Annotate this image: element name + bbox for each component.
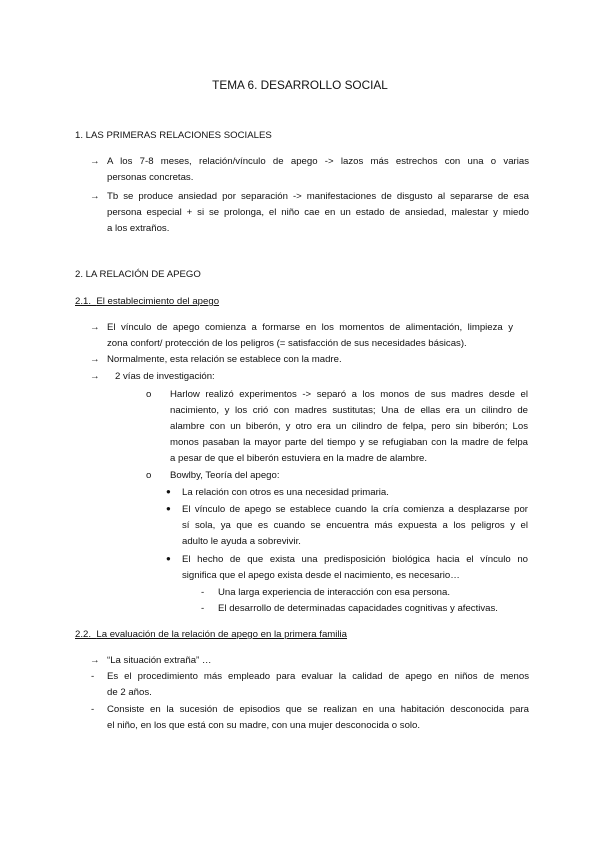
circle-bullet-icon: o — [146, 470, 152, 481]
arrow-icon: → — [90, 655, 100, 666]
dot-bullet-icon: ● — [166, 504, 171, 513]
bowlby-heading: Bowlby, Teoría del apego: — [170, 470, 280, 481]
harlow-line-5: a pesar de que el biberón estuviera en la madre de alambre. — [170, 453, 428, 464]
bowlby-item-3-line-1: El hecho de que exista una predisposición biológica hacia el vínculo no — [182, 554, 528, 565]
s1-bullet-2-line-1: Tb se produce ansiedad por separación -> manifestaciones de disgusto al separarse de esa — [107, 191, 529, 202]
s2-2-item-2-line-1: Consiste en la sucesión de episodios que se realizan en una habitación desconocida para — [107, 704, 529, 715]
s2-2-item-1-line-2: de 2 años. — [107, 687, 152, 698]
harlow-line-2: nacimiento, y los crió con madres sustitutas; Una de ellas era un cilindro de — [170, 405, 528, 416]
s1-bullet-1-line-1: A los 7-8 meses, relación/vínculo de apego -> lazos más estrechos con una o varias — [107, 156, 529, 167]
s1-bullet-1-line-2: personas concretas. — [107, 172, 194, 183]
arrow-icon: → — [90, 156, 100, 167]
bowlby-item-2-line-2: sí sola, ya que es cuando se encuentra más expuesta a los peligros y el — [182, 520, 528, 531]
s2-bullet-3: 2 vías de investigación: — [115, 371, 215, 382]
subsection-2-1-number: 2.1. — [75, 296, 92, 307]
circle-bullet-icon: o — [146, 389, 152, 400]
subsection-2-2-number: 2.2. — [75, 629, 92, 640]
s2-bullet-1-line-1: El vínculo de apego comienza a formarse en los momentos de alimentación, limpieza y — [107, 322, 513, 333]
s1-bullet-2-line-3: a los extraños. — [107, 223, 170, 234]
necessary-item-2: El desarrollo de determinadas capacidades cognitivas y afectivas. — [218, 603, 498, 614]
s2-bullet-1-line-2: zona confort/ protección de los peligros (= satisfacción de sus necesidades básicas). — [107, 338, 467, 349]
subsection-2-1-label: El establecimiento del apego — [96, 296, 220, 307]
subsection-2-2-label: La evaluación de la relación de apego en la primera familia — [96, 629, 348, 640]
dash-bullet-icon: - — [201, 603, 205, 614]
page-title: TEMA 6. DESARROLLO SOCIAL — [212, 78, 388, 92]
s2-2-item-2-line-2: el niño, en los que está con su madre, con una mujer desconocida o solo. — [107, 720, 421, 731]
section-1-heading: 1. LAS PRIMERAS RELACIONES SOCIALES — [75, 130, 272, 141]
harlow-line-1: Harlow realizó experimentos -> separó a los monos de sus madres desde el — [170, 389, 528, 400]
dash-bullet-icon: - — [91, 671, 95, 682]
arrow-icon: → — [90, 371, 100, 382]
s1-bullet-2-line-2: persona especial + si se prolonga, el niño cae en un estado de ansiedad, malestar y miedo — [107, 207, 529, 218]
arrow-icon: → — [90, 191, 100, 202]
bowlby-item-3-line-2: significa que el apego exista desde el nacimiento, es necesario… — [182, 570, 460, 581]
arrow-icon: → — [90, 354, 100, 365]
subsection-2-1-heading — [75, 297, 219, 307]
s2-2-item-1-line-1: Es el procedimiento más empleado para evaluar la calidad de apego en niños de menos — [107, 671, 529, 682]
bowlby-item-1: La relación con otros es una necesidad primaria. — [182, 487, 389, 498]
harlow-line-3: alambre con un biberón, y otro era un cilindro de felpa, pero sin biberón; Los — [170, 421, 528, 432]
subsection-2-2-heading — [75, 630, 347, 640]
dash-bullet-icon: - — [91, 704, 95, 715]
harlow-line-4: monos pasaban la mayor parte del tiempo y se refugiaban con la madre de felpa — [170, 437, 528, 448]
section-2-heading: 2. LA RELACIÓN DE APEGO — [75, 269, 201, 280]
arrow-icon: → — [90, 322, 100, 333]
dot-bullet-icon: ● — [166, 554, 171, 563]
strange-situation-title: “La situación extraña” … — [107, 655, 212, 666]
s2-bullet-2: Normalmente, esta relación se establece con la madre. — [107, 354, 342, 365]
dot-bullet-icon: ● — [166, 487, 171, 496]
bowlby-item-2-line-1: El vínculo de apego se establece cuando la cría comienza a desplazarse por — [182, 504, 528, 515]
bowlby-item-2-line-3: adulto le ayuda a sobrevivir. — [182, 536, 301, 547]
dash-bullet-icon: - — [201, 587, 205, 598]
necessary-item-1: Una larga experiencia de interacción con esa persona. — [218, 587, 450, 598]
